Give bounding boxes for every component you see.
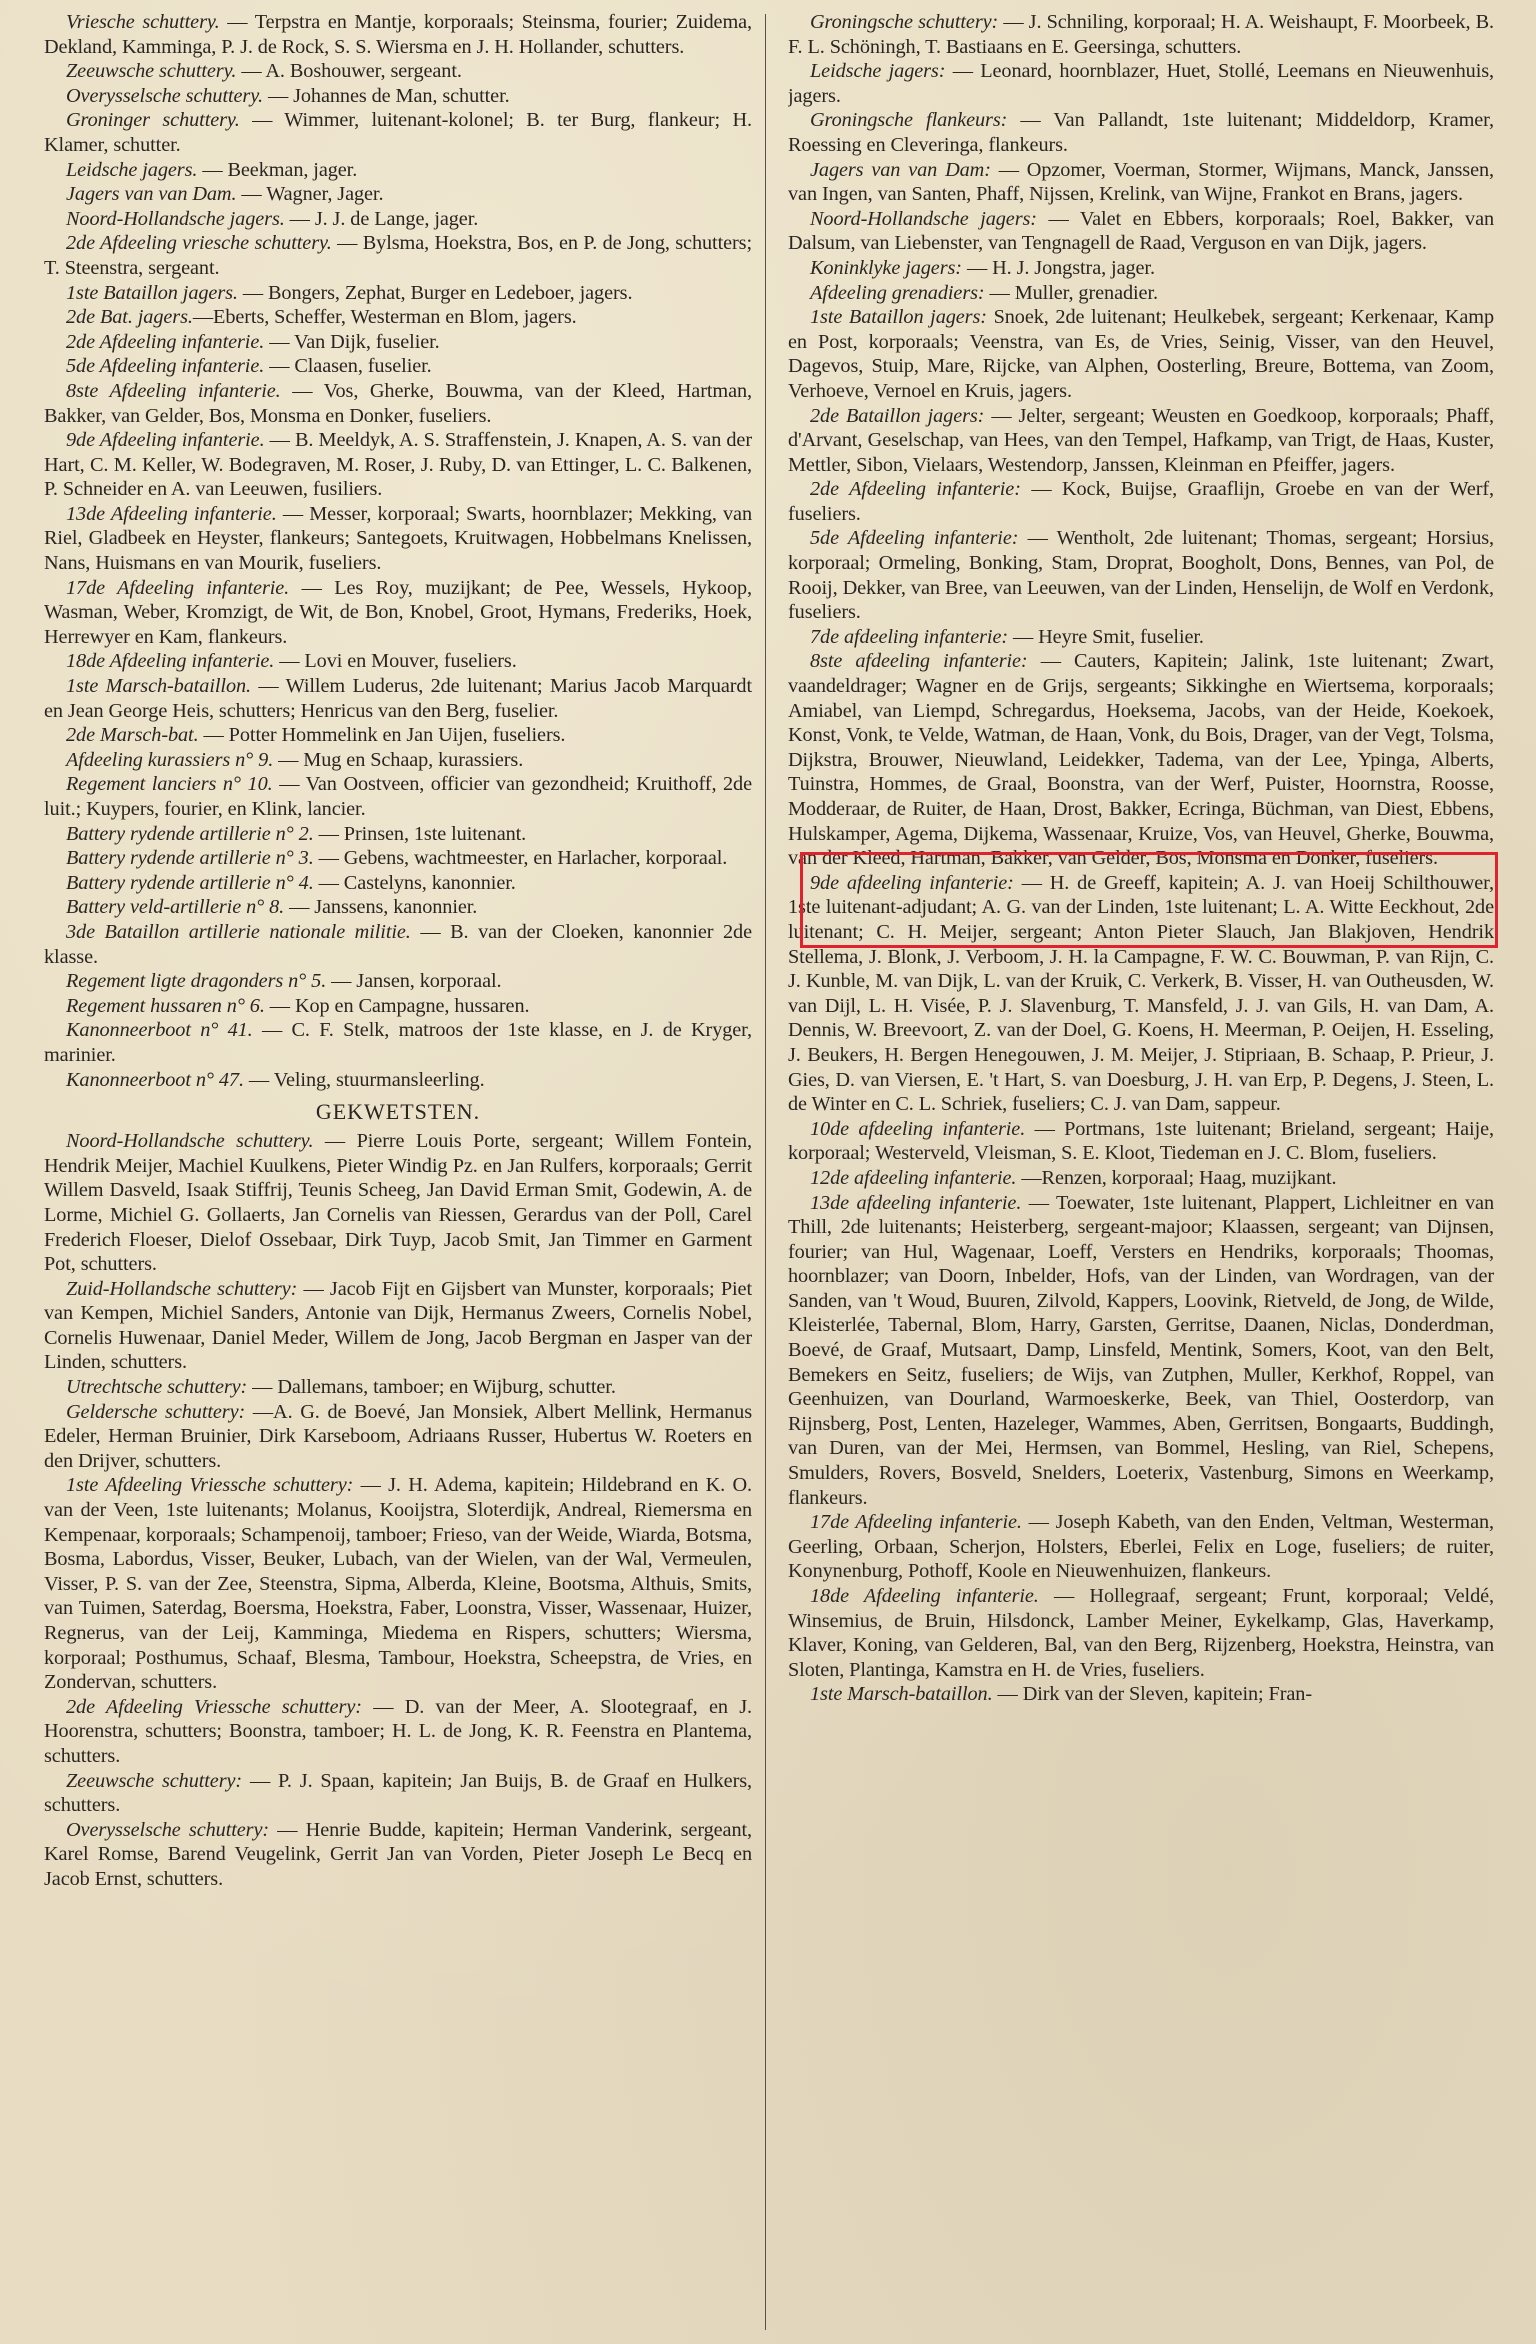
unit-name: Jagers van van Dam. — [66, 183, 237, 206]
unit-name: Noord-Hollandsche schuttery. — [66, 1130, 314, 1153]
entry-text: — Dirk van der Sleven, kapitein; Fran- — [992, 1683, 1312, 1706]
entry-text: — Jelter, sergeant; Weusten en Goedkoop, korporaals; Phaff, d'Arvant, Geselschap, van Hees, van den Tempel, Hafkamp, van Trigt, de Haas, Kuster, Mettler, Sibon, Vielaars, Westendorp, Janssen, Kleinman en Pfeiffer, jagers. — [788, 404, 1494, 476]
entry-text: — Claasen, fuselier. — [264, 355, 432, 378]
entry-paragraph — [44, 84, 752, 109]
unit-name: 2de Bat. jagers. — [66, 306, 193, 329]
unit-name: Regement lanciers n° 10. — [66, 773, 273, 796]
entry-paragraph — [788, 1191, 1494, 1511]
entry-paragraph — [788, 256, 1494, 281]
entry-paragraph — [44, 1695, 752, 1769]
unit-name: 17de Afdeeling infanterie. — [66, 576, 290, 599]
entry-paragraph — [44, 994, 752, 1019]
unit-name: 2de Afdeeling vriesche schuttery. — [66, 232, 332, 255]
entry-text: —Eberts, Scheffer, Westerman en Blom, jagers. — [192, 306, 577, 329]
entry-paragraph — [788, 1510, 1494, 1584]
entry-text: — Hollegraaf, sergeant; Frunt, korporaal; Veldé, Winsemius, de Bruin, Hilsdonck, Lamber Meiner, Eykelkamp, Glas, Haverkamp, Klaver, Koning, van Gelderen, Bal, van den Berg, Rijzenberg, Hoekstra, Heinstra, van Sloten, Plantinga, Kamstra en H. de Vries, fuseliers. — [788, 1585, 1494, 1681]
unit-name: 1ste Marsch-bataillon. — [810, 1683, 993, 1706]
unit-name: Groningsche schuttery: — [810, 11, 999, 33]
entry-text: — Potter Hommelink en Jan Uijen, fuseliers. — [198, 724, 566, 747]
entry-paragraph — [44, 158, 752, 183]
entry-text: — Gebens, wachtmeester, en Harlacher, korporaal. — [313, 847, 728, 870]
entry-text: — Vos, Gherke, Bouwma, van der Kleed, Hartman, Bakker, van Gelder, Bos, Monsma en Donker, fuseliers. — [44, 379, 752, 427]
unit-name: 2de Afdeeling infanterie. — [66, 330, 265, 353]
entry-paragraph — [44, 871, 752, 896]
entry-paragraph — [44, 969, 752, 994]
entry-text: — B. Meeldyk, A. S. Straffenstein, J. Knapen, A. S. van der Hart, C. M. Keller, W. Bodegraven, M. Roser, J. Ruby, D. van Ettinger, L. C. Balkenen, P. Schneider en A. van Leeuwen, fusiliers. — [44, 429, 752, 501]
entry-paragraph — [44, 379, 752, 428]
entry-text: — Jacob Fijt en Gijsbert van Munster, korporaals; Piet van Kempen, Michiel Sanders, Antonie van Dijk, Hermanus Zweers, Cornelis Nobel, Cornelis Huwenaar, Daniel Meder, Willem de Jong, Jacob Bergman en Jasper van der Linden, schutters. — [44, 1277, 752, 1374]
column-divider — [765, 14, 766, 2330]
entry-paragraph — [788, 207, 1494, 256]
entry-paragraph — [788, 1584, 1494, 1682]
entry-text: —Renzen, korporaal; Haag, muzijkant. — [1016, 1166, 1337, 1189]
entry-paragraph — [788, 59, 1494, 108]
unit-name: Regement hussaren n° 6. — [66, 994, 265, 1017]
unit-name: Noord-Hollandsche jagers: — [810, 207, 1037, 230]
unit-name: 7de afdeeling infanterie: — [810, 625, 1009, 648]
entry-paragraph — [44, 108, 752, 157]
entry-text: — Lovi en Mouver, fuseliers. — [274, 650, 517, 673]
unit-name: 1ste Bataillon jagers. — [66, 281, 238, 304]
entry-text: — A. Boshouwer, sergeant. — [236, 60, 462, 83]
entry-text: — Van Pallandt, 1ste luitenant; Middeldorp, Kramer, Roessing en Cleveringa, flankeurs. — [788, 109, 1494, 156]
unit-name: 18de Afdeeling infanterie. — [810, 1585, 1039, 1607]
entry-paragraph — [788, 649, 1494, 870]
unit-name: Zuid-Hollandsche schuttery: — [66, 1277, 298, 1300]
entry-text: — B. van der Cloeken, kanonnier 2de klasse. — [44, 920, 752, 968]
entry-paragraph — [788, 158, 1494, 207]
entry-paragraph — [44, 281, 752, 306]
entry-paragraph — [44, 330, 752, 355]
entry-text: — Terpstra en Mantje, korporaals; Steinsma, fourier; Zuidema, Dekland, Kamminga, P. J. de Rock, S. S. Wiersma en J. H. Hollander, schutters. — [44, 11, 752, 58]
entry-text: — D. van der Meer, A. Slootegraaf, en J. Hoorenstra, schutters; Boonstra, tamboer; H. L. de Jong, K. R. Feenstra en Plantema, schutters. — [44, 1695, 752, 1767]
right-column — [788, 10, 1494, 2334]
unit-name: 3de Bataillon artillerie nationale militie. — [66, 920, 411, 943]
entry-paragraph — [44, 354, 752, 379]
unit-name: Groningsche flankeurs: — [810, 109, 1008, 132]
entry-text: — Heyre Smit, fuselier. — [1008, 625, 1204, 648]
entry-text: — Wentholt, 2de luitenant; Thomas, sergeant; Horsius, korporaal; Ormeling, Bonking, Stam, Droprat, Boogholt, Dons, Bennes, van Pol, de Rooij, Dekker, van Bree, van Leeuwen, van der Linden, Henselijn, de Wolf en Verdonk, fuseliers. — [788, 527, 1494, 624]
unit-name: 5de Afdeeling infanterie. — [66, 355, 265, 378]
entry-paragraph — [44, 920, 752, 969]
entry-text: — Beekman, jager. — [197, 158, 358, 181]
unit-name: 5de Afdeeling infanterie: — [810, 527, 1019, 550]
entry-paragraph — [44, 502, 752, 576]
entry-paragraph — [44, 59, 752, 84]
entry-text: — H. J. Jongstra, jager. — [961, 256, 1155, 279]
entry-paragraph — [44, 1769, 752, 1818]
entry-paragraph — [44, 207, 752, 232]
entry-text: — Portmans, 1ste luitenant; Brieland, sergeant; Haije, korporaal; Westerveld, Vleisman, S. E. Kloot, Tiedeman en J. C. Blom, fuseliers. — [788, 1117, 1494, 1165]
entry-paragraph — [788, 281, 1494, 306]
unit-name: Battery rydende artillerie n° 2. — [66, 822, 314, 845]
unit-name: Kanonneerboot n° 41. — [66, 1019, 253, 1042]
entry-text: Snoek, 2de luitenant; Heulkebek, sergeant; Kerkenaar, Kamp en Post, korporaals; Veenstra, van Es, de Vries, Seinig, Visser, van den Heuvel, Dagevos, Stuip, Mare, Rijcke, van Alphen, Oosterling, Breure, Bottema, van Zoom, Verhoeve, Vernoel en Kruis, jagers. — [788, 306, 1494, 402]
unit-name: Afdeeling kurassiers n° 9. — [66, 748, 274, 771]
entry-text: — Bongers, Zephat, Burger en Ledeboer, jagers. — [237, 281, 633, 304]
entry-text: — Wagner, Jager. — [236, 183, 384, 206]
entry-text: — J. H. Adema, kapitein; Hildebrand en K. O. van der Veen, 1ste luitenants; Molanus, Kooijstra, Sloterdijk, Andreal, Riemersma en Kempenaar, korporaals; Schampenoij, tamboer; Frieso, van der Weide, Wiarda, Botsma, Bosma, Labordus, Visser, Beuker, Lubach, van der Wielen, van der Wal, Vermeulen, Visser, P. S. van der Zee, Steenstra, Sipma, Alberda, Kleine, Bootsma, Althuis, Smits, van Tuimen, Saterdag, Boersma, Hoekstra, Faber, Loonstra, Visser, Wassenaar, Huizer, Regnerus, van der Leij, Kamminga, Miedema en Rispers, schutters; Wiersma, korporaal; Posthumus, Schaaf, Blesma, Tambour, Hoekstra, Scheepstra, de Vries, en Zondervan, schutters. — [44, 1474, 752, 1694]
entry-paragraph — [788, 305, 1494, 403]
entry-text: — Cauters, Kapitein; Jalink, 1ste luitenant; Zwart, vaandeldrager; Wagner en de Grijs, sergeants; Sikkinghe en Wiertsema, korporaals; Amiabel, van Liempd, Schregardus, Hoeksema, Jacobs, van der Heide, Koekoek, Konst, Vonk, te Velde, Watman, de Haan, Vonk, du Bois, Drager, van der Vegt, Tolsma, Dijkstra, Brouwer, Nieuwland, Leidekker, Tadema, van der Lee, Ypinga, Alberts, Tuinstra, Hommes, de Graal, Boonstra, van der Werf, Puister, Hoornstra, Roosse, Modderaar, de Ruiter, de Haan, Drost, Bakker, Ecringa, Büchman, van Diest, Ebbens, Hulskamper, Agema, Dijkema, Wassenaar, Kruize, Vos, van Heuvel, Gherke, Bouwma, van der Kleed, Hartman, Bakker, van Gelder, Bos, Monsma en Donker, fuseliers. — [788, 650, 1494, 870]
entry-text: — Van Dijk, fuselier. — [264, 330, 440, 353]
entry-text: — Veling, stuurmansleerling. — [243, 1068, 485, 1091]
unit-name: Utrechtsche schuttery: — [66, 1376, 248, 1399]
unit-name: 17de Afdeeling infanterie. — [810, 1511, 1022, 1534]
unit-name: Battery rydende artillerie n° 4. — [66, 871, 314, 894]
entry-paragraph — [44, 10, 752, 59]
entry-text: — Wimmer, luitenant-kolonel; B. ter Burg, flankeur; H. Klamer, schutter. — [44, 109, 752, 156]
section-heading: GEKWETSTEN. — [315, 1099, 481, 1125]
entry-text: — Mug en Schaap, kurassiers. — [273, 748, 524, 771]
unit-name: Vriesche schuttery. — [66, 11, 220, 33]
entry-paragraph — [44, 649, 752, 674]
unit-name: Geldersche schuttery: — [66, 1400, 246, 1423]
entry-text: — Kop en Campagne, hussaren. — [264, 994, 530, 1017]
entry-text: — Johannes de Man, schutter. — [262, 84, 510, 107]
unit-name: Kanonneerboot n° 47. — [66, 1068, 244, 1091]
unit-name: 9de Afdeeling infanterie. — [66, 429, 265, 452]
entry-paragraph — [44, 723, 752, 748]
unit-name: 1ste Afdeeling Vriessche schuttery: — [66, 1474, 354, 1497]
unit-name: 1ste Bataillon jagers: — [810, 306, 987, 329]
unit-name: Zeeuwsche schuttery: — [66, 1769, 243, 1792]
unit-name: 9de afdeeling infanterie: — [810, 871, 1014, 894]
entry-paragraph — [788, 108, 1494, 157]
unit-name: Groninger schuttery. — [66, 109, 240, 132]
entry-text: — Leonard, hoornblazer, Huet, Stollé, Leemans en Nieuwenhuis, jagers. — [788, 60, 1494, 107]
entry-paragraph — [788, 625, 1494, 650]
unit-name: 10de afdeeling infanterie. — [810, 1117, 1026, 1140]
unit-name: 2de Afdeeling Vriessche schuttery: — [66, 1695, 362, 1718]
entry-paragraph — [44, 822, 752, 847]
entry-paragraph — [44, 1818, 752, 1892]
unit-name: Battery veld-artillerie n° 8. — [66, 896, 285, 919]
unit-name: 2de Bataillon jagers: — [810, 404, 985, 427]
unit-name: Leidsche jagers. — [66, 158, 198, 181]
unit-name: Koninklyke jagers: — [810, 256, 962, 279]
unit-name: Leidsche jagers: — [810, 60, 946, 83]
unit-name: 8ste afdeeling infanterie: — [810, 650, 1028, 673]
entry-paragraph — [44, 305, 752, 330]
entry-text: — Janssens, kanonnier. — [284, 896, 478, 919]
unit-name: Afdeeling grenadiers: — [810, 281, 985, 304]
unit-name: Zeeuwsche schuttery. — [66, 60, 237, 83]
entry-paragraph — [788, 477, 1494, 526]
unit-name: Overysselsche schuttery: — [66, 1818, 270, 1841]
unit-name: 12de afdeeling infanterie. — [810, 1166, 1017, 1189]
entry-paragraph — [44, 846, 752, 871]
entry-paragraph — [44, 748, 752, 773]
unit-name: Overysselsche schuttery. — [66, 84, 263, 107]
unit-name: Jagers van van Dam: — [810, 158, 991, 181]
left-column — [44, 10, 752, 2334]
entry-paragraph — [44, 1068, 752, 1093]
entry-paragraph — [44, 182, 752, 207]
entry-paragraph — [44, 1375, 752, 1400]
unit-name: Battery rydende artillerie n° 3. — [66, 847, 314, 870]
entry-paragraph — [788, 10, 1494, 59]
entry-paragraph — [788, 871, 1494, 1117]
entry-text: — H. de Greeff, kapitein; A. J. van Hoeij Schilthouwer, 1ste luitenant-adjudant; A. G. van der Linden, 1ste luitenant; L. A. Witte Eeckhout, 2de luitenant; C. H. Meijer, sergeant; Anton Pieter Slauch, Jan Blakjoven, Hendrik Stellema, J. Blonk, J. Verboom, J. H. la Campagne, F. W. C. Bouwman, P. van Rijn, C. J. Kunble, M. van Dijk, L. van der Kruik, C. Verkerk, B. Visser, H. van Outheusden, W. van Dijl, L. H. Visée, P. J. Slavenburg, T. Mansfeld, J. J. van Gils, H. van Dam, A. Dennis, W. Breevoort, Z. van der Doel, G. Koens, H. Meerman, P. Oeijen, H. Esseling, J. Beukers, H. Bergen Henegouwen, J. M. Meijer, J. Stipriaan, B. Schaap, P. Prieur, J. Gies, D. van Viersen, E. 't Hart, S. van Doesburg, J. H. van Erp, P. Degens, J. Steen, L. de Winter en C. L. Schriek, fuseliers; C. J. van Dam, sappeur. — [788, 871, 1494, 1116]
entry-text: — Bylsma, Hoekstra, Bos, en P. de Jong, schutters; T. Steenstra, sergeant. — [44, 232, 752, 279]
entry-text: — P. J. Spaan, kapitein; Jan Buijs, B. de Graaf en Hulkers, schutters. — [44, 1769, 752, 1817]
entry-text: — Joseph Kabeth, van den Enden, Veltman, Westerman, Geerling, Orbaan, Scherjon, Holsters, Eberlei, Felix en Loge, fuseliers; de ruiter, Konynenburg, Pothoff, Koole en Nieuwenhuizen, flankeurs. — [788, 1511, 1494, 1583]
entry-text: — Les Roy, muzijkant; de Pee, Wessels, Hykoop, Wasman, Weber, Kromzigt, de Wit, de Bon, Knobel, Groot, Hymans, Frederiks, Hoek, Herrewyer en Kam, flankeurs. — [44, 576, 752, 648]
unit-name: 2de Afdeeling infanterie: — [810, 478, 1021, 501]
entry-paragraph — [788, 1682, 1494, 1707]
unit-name: 1ste Marsch-bataillon. — [66, 675, 252, 698]
unit-name: 8ste Afdeeling infanterie. — [66, 379, 281, 402]
entry-paragraph — [44, 231, 752, 280]
entry-text: — Valet en Ebbers, korporaals; Roel, Bakker, van Dalsum, van Liebenster, van Tengnagell de Raad, Verguson en van Dijk, jagers. — [788, 207, 1494, 255]
entry-text: — Messer, korporaal; Swarts, hoornblazer; Mekking, van Riel, Gladbeek en Heyster, flankeurs; Santegoets, Kruitwagen, Hobbelmans Knelissen, Nans, Huismans en van Mourik, fuseliers. — [44, 502, 752, 575]
entry-paragraph — [44, 895, 752, 920]
entry-paragraph — [788, 526, 1494, 624]
entry-text: — Kock, Buijse, Graaflijn, Groebe en van der Werf, fuseliers. — [788, 478, 1494, 525]
entry-text: — Henrie Budde, kapitein; Herman Vanderink, sergeant, Karel Romse, Barend Veugelink, Gerrit Jan van Vorden, Pieter Joseph Le Becq en Jacob Ernst, schutters. — [44, 1818, 752, 1890]
entry-text: — Opzomer, Voerman, Stormer, Wijmans, Manck, Janssen, van Ingen, van Santen, Phaff, Nijssen, Krelink, van Wijne, Frankot en Brans, jagers. — [788, 158, 1494, 206]
unit-name: 13de Afdeeling infanterie. — [66, 502, 277, 525]
entry-paragraph — [44, 576, 752, 650]
entry-text: — Dallemans, tamboer; en Wijburg, schutter. — [247, 1376, 616, 1399]
entry-text: — C. F. Stelk, matroos der 1ste klasse, en J. de Kryger, marinier. — [44, 1019, 752, 1066]
entry-text: — J. Schniling, korporaal; H. A. Weishaupt, F. Moorbeek, B. F. L. Schöningh, T. Bastiaans en E. Geersinga, schutters. — [788, 11, 1494, 58]
entry-text: — Muller, grenadier. — [984, 281, 1158, 304]
entry-text: — Van Oostveen, officier van gezondheid; Kruithoff, 2de luit.; Kuypers, fourier, en Klink, lancier. — [44, 773, 752, 820]
entry-paragraph — [44, 1400, 752, 1474]
entry-paragraph — [44, 674, 752, 723]
entry-paragraph — [44, 772, 752, 821]
unit-name: 13de afdeeling infanterie. — [810, 1191, 1022, 1214]
entry-paragraph — [788, 1166, 1494, 1191]
entry-paragraph — [788, 404, 1494, 478]
entry-text: — Toewater, 1ste luitenant, Plappert, Lichleitner en van Thill, 2de luitenants; Heisterberg, sergeant-majoor; Klaassen, sergeant; van Dijnsen, fourier; van Hul, Wagenaar, Loeff, Versters en Hendriks, korporaals; Thoomas, hoornblazer; van Doorn, Inbelder, Hofs, van der Linden, van Wordragen, van der Sanden, van 't Woud, Buuren, Zilvold, Kappers, Loovink, Rietveld, de Jong, de Wilde, Kleisterlée, Tabernal, Blom, Harry, Garsten, Gerritse, Daanen, Niclas, Donderdman, Boevé, de Graaf, Mutsaart, Damp, Linsfeld, Mentink, Somers, Koot, van den Belt, Bemekers en Seitz, fuseliers; de Wijs, van Zutphen, Muller, Kerkhof, Roppel, van Geenhuizen, van Dourland, Warmoeskerke, Beek, van Thiel, Oosterdorp, van Rijnsberg, Post, Lenten, Hazeleger, Wammes, Aben, Gerritsen, Bongaarts, Buddingh, van Duren, van der Mei, Hermsen, van Bommel, Hesling, van Riel, Schepens, Smulders, Rovers, Bosveld, Snelders, Loeterix, Vastenburg, Simons en Weerkamp, flankeurs. — [788, 1191, 1494, 1509]
unit-name: 18de Afdeeling infanterie. — [66, 650, 275, 673]
entry-paragraph — [44, 1473, 752, 1694]
entry-text: — J. J. de Lange, jager. — [284, 207, 479, 230]
entry-text: — Castelyns, kanonnier. — [313, 871, 516, 894]
unit-name: Noord-Hollandsche jagers. — [66, 207, 285, 230]
entry-text: — Prinsen, 1ste luitenant. — [313, 822, 527, 845]
entry-text: — Jansen, korporaal. — [326, 970, 502, 993]
entry-paragraph — [44, 1277, 752, 1375]
entry-paragraph — [44, 1129, 752, 1277]
entry-paragraph — [44, 428, 752, 502]
entry-text: —A. G. de Boevé, Jan Monsiek, Albert Mellink, Hermanus Edeler, Herman Bruinier, Dirk Karseboom, Adriaans Russer, Hubertus W. Roeters en den Drijver, schutters. — [44, 1400, 752, 1472]
entry-text: — Pierre Louis Porte, sergeant; Willem Fontein, Hendrik Meijer, Machiel Kuulkens, Pieter Windig Pz. en Jan Rulfers, korporaals; Gerrit Willem Dasveld, Isaak Stiffrij, Teunis Scheeg, Jan David Erman Smit, Godewin, A. de Lorme, Michiel G. Gollaerts, Jan Cornelis van Riessen, Gerardus van der Poll, Carel Frederich Floeser, Dielof Ossebaar, Dirk Tuyp, Jacob Smit, Jan Timmer en Garment Pot, schutters. — [44, 1130, 752, 1276]
unit-name: 2de Marsch-bat. — [66, 724, 199, 747]
entry-paragraph — [44, 1018, 752, 1067]
entry-paragraph — [788, 1117, 1494, 1166]
unit-name: Regement ligte dragonders n° 5. — [66, 970, 327, 993]
entry-text: — Willem Luderus, 2de luitenant; Marius Jacob Marquardt en Jean George Heis, schutters; Henricus van den Berg, fuselier. — [44, 675, 752, 722]
